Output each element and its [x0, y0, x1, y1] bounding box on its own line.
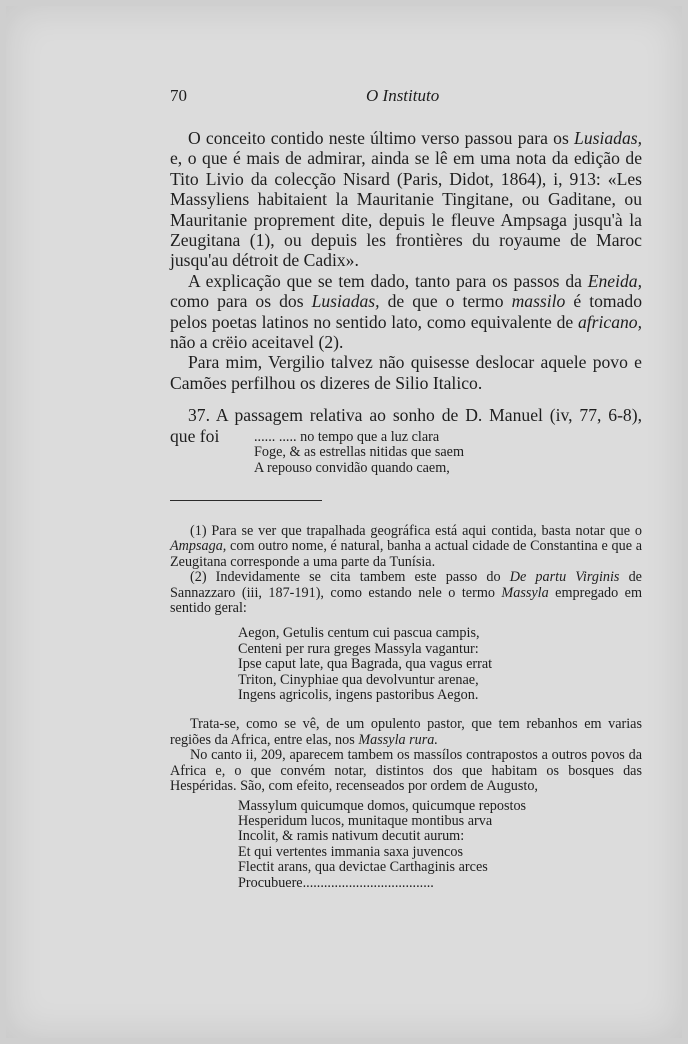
page-number: 70 — [170, 86, 187, 105]
book-page — [6, 6, 682, 1038]
latin-line: Et qui vertentes immania saxa juvencos — [238, 843, 463, 860]
latin-line: Triton, Cinyphiae qua devolvuntur arenae, — [238, 671, 479, 688]
footnote-1: (1) Para se ver que trapalhada geográfica está aqui contida, basta notar que o Ampsaga, com outro nome, é natural, banha a actual cidade de Constantina e que a Zeugitana corresponde a uma parte da Tunísia. — [170, 523, 642, 570]
latin-line: Ingens agricolis, ingens pastoribus Aegon. — [238, 687, 479, 704]
paragraph: A explicação que se tem dado, tanto para os passos da Eneida, como para os dos Lusiadas, de que o termo massilo é tomado pelos poetas latinos no sentido lato, como equivalente de africano, não a crëio aceitavel (2). — [170, 270, 642, 353]
footnote-2: (2) Indevidamente se cita tambem este passo do De partu Virginis de Sannazzaro (iii, 187-191), como estando nele o termo Massyla empregado em sentido geral: — [170, 569, 643, 617]
latin-line: Massylum quicumque domos, quicumque repostos — [238, 797, 527, 814]
verse-line: A repouso convidão quando caem, — [254, 459, 450, 476]
verse-line: ...... ..... no tempo que a luz clara — [254, 429, 440, 445]
main-text — [170, 128, 642, 446]
latin-line: Aegon, Getulis centum cui pascua campis, — [238, 625, 480, 642]
running-title: O Instituto — [366, 86, 440, 105]
latin-line: Procubuere..................................... — [238, 874, 434, 891]
latin-line: Hesperidum lucos, munitaque montibus arva — [238, 812, 493, 829]
footnote-rule — [170, 500, 322, 501]
footnote-paragraph: No canto ii, 209, aparecem tambem os massílos contrapostos a outros povos da Africa e, o que convém notar, distintos dos que habitam os bosques das Hespéridas. São, com efeito, recenseados por ordem de Augusto, — [170, 747, 642, 795]
latin-line: Incolit, & ramis nativum decutit aurum: — [238, 828, 465, 845]
latin-line: Ipse caput late, qua Bagrada, qua vagus errat — [238, 656, 493, 673]
paragraph: O conceito contido neste último verso passou para os Lusiadas, e, o que é mais de admirar, ainda se lê em uma nota da edição de Tito Livio da colecção Nisard (Paris, Didot, 1864), i, 913: «Les Massyliens habitaient la Mauritanie Tingitane, ou Gaditane, ou Mauritanie proprement dite, depuis le fleuve Ampsaga jusqu'à la Zeugitana (1), ou depuis les frontières du royaume de Maroc jusqu'au détroit de Cadix». — [170, 128, 642, 271]
latin-line: Flectit arans, qua devictae Carthaginis arces — [238, 859, 488, 876]
verse-line: Foge, & as estrellas nitidas que saem — [254, 444, 465, 461]
section-paragraph: 37. A passagem relativa ao sonho de D. Manuel (iv, 77, 6-8), que foi — [170, 405, 642, 446]
footnotes — [170, 524, 642, 891]
latin-quote — [238, 626, 642, 703]
latin-quote — [238, 799, 642, 891]
latin-line: Centeni per rura greges Massyla vagantur: — [238, 640, 479, 657]
paragraph: Para mim, Vergilio talvez não quisesse deslocar aquele povo e Camões perfilhou os dizeres de Silio Italico. — [170, 352, 642, 393]
verse-quote — [254, 430, 464, 476]
footnote-paragraph: Trata-se, como se vê, de um opulento pastor, que tem rebanhos em varias regiões da Africa, entre elas, nos Massyla rura. — [170, 716, 642, 748]
